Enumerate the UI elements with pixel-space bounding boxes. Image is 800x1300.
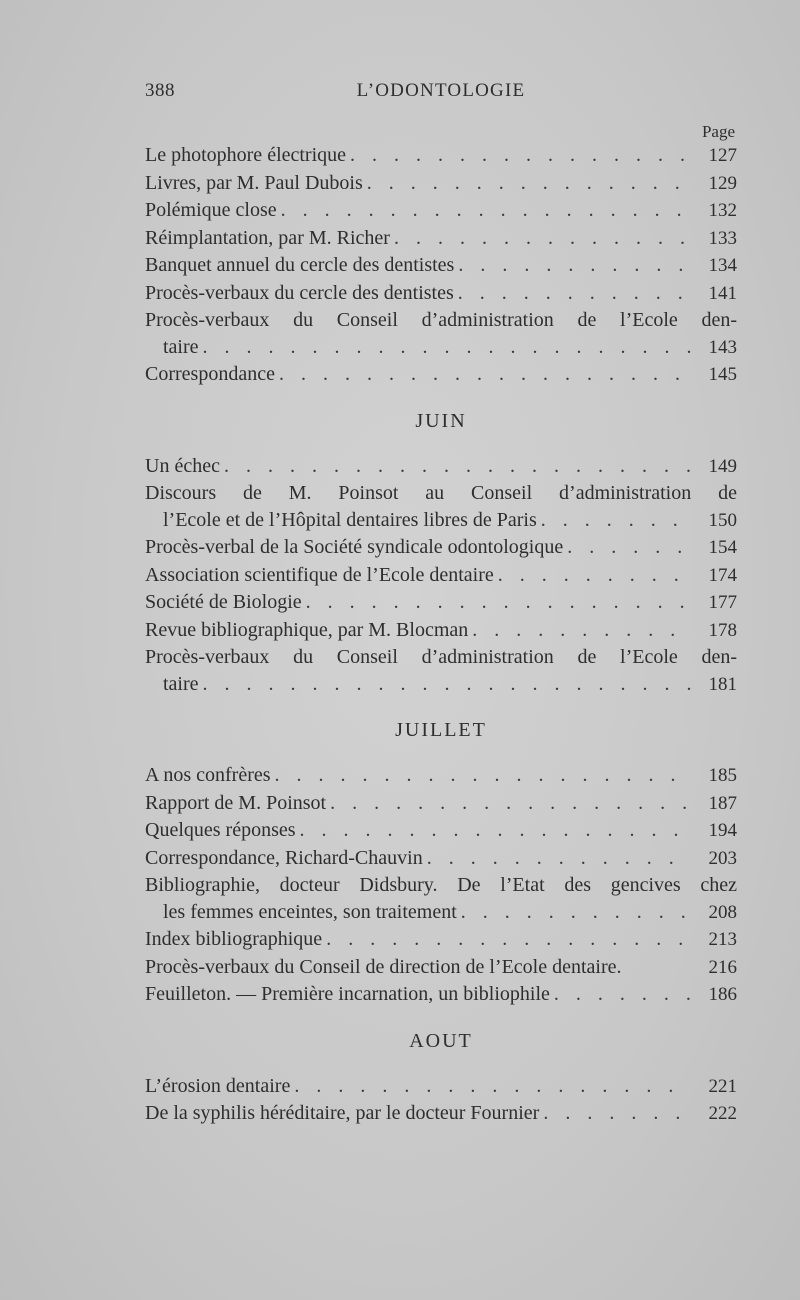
dot-leader xyxy=(363,170,691,197)
dot-leader xyxy=(290,1073,691,1100)
toc-entry xyxy=(145,589,737,617)
toc-entry xyxy=(145,197,737,225)
section-heading: JUIN xyxy=(415,409,467,432)
toc-entry xyxy=(145,671,737,699)
toc-entry-multiline xyxy=(145,644,737,698)
toc-entry xyxy=(145,790,737,818)
toc-entry-multiline xyxy=(145,872,737,926)
entry-title: Polémique close xyxy=(145,199,277,221)
toc-entry xyxy=(145,225,737,253)
entry-page-number: 129 xyxy=(708,172,737,194)
entry-page-number: 174 xyxy=(708,564,737,586)
entry-page-number: 185 xyxy=(708,765,737,786)
toc-entry xyxy=(145,453,737,481)
dot-leader xyxy=(390,225,691,252)
entry-title: Revue bibliographique, par M. Blocman xyxy=(145,618,469,641)
toc-entry xyxy=(145,981,737,1009)
page-number: 388 xyxy=(145,80,175,101)
dot-leader xyxy=(277,197,691,224)
page-header xyxy=(145,80,737,110)
entry-title-line: Procès-verbaux du Conseil d’administration de l’Ecole den- xyxy=(145,646,737,668)
dot-leader xyxy=(454,280,691,307)
entry-title-line: Procès-verbaux du Conseil d’administration de l’Ecole den- xyxy=(145,309,737,331)
entry-title: Réimplantation, par M. Richer xyxy=(145,226,390,249)
running-title: L’ODONTOLOGIE xyxy=(356,80,526,101)
dot-leader xyxy=(346,142,691,169)
toc-entry xyxy=(145,817,737,845)
entry-page-number: 154 xyxy=(708,537,737,558)
entry-page-number: 213 xyxy=(708,929,737,950)
entry-title: Procès-verbaux du Conseil de direction de l’Ecole dentaire. xyxy=(145,955,622,978)
entry-page-number: 194 xyxy=(708,820,737,841)
entry-page-number: 177 xyxy=(708,592,737,613)
toc-entry xyxy=(145,954,737,982)
toc-entry xyxy=(145,899,737,927)
toc-entry xyxy=(145,617,737,645)
section-heading: AOUT xyxy=(409,1029,473,1052)
dot-leader xyxy=(296,817,691,844)
entry-title: Procès-verbaux du cercle des dentistes xyxy=(145,281,454,304)
toc-entry xyxy=(145,361,737,389)
entry-page-number: 134 xyxy=(708,255,737,276)
toc-entry xyxy=(145,534,737,562)
dot-leader xyxy=(537,507,691,534)
toc-entry xyxy=(145,845,737,873)
dot-leader xyxy=(322,926,691,953)
entry-page-number: 203 xyxy=(708,847,737,869)
entry-page-number: 133 xyxy=(708,227,737,249)
dot-leader xyxy=(199,334,691,361)
entry-title: Le photophore électrique xyxy=(145,144,347,166)
toc-entry xyxy=(145,762,737,790)
entry-title: l’Ecole et de l’Hôpital dentaires libres de Paris xyxy=(163,508,537,531)
entry-page-number: 181 xyxy=(708,673,737,695)
entry-title: Livres, par M. Paul Dubois xyxy=(145,171,363,194)
dot-leader xyxy=(302,589,691,616)
toc-entry xyxy=(145,1073,737,1101)
dot-leader xyxy=(275,361,691,388)
toc-entry-multiline xyxy=(145,480,737,534)
entry-page-number: 141 xyxy=(708,282,737,304)
dot-leader xyxy=(454,252,691,279)
toc-entry xyxy=(145,280,737,308)
entry-title: Correspondance xyxy=(145,363,275,385)
toc-entry xyxy=(145,562,737,590)
entry-page-number: 208 xyxy=(708,901,737,923)
dot-leader xyxy=(468,617,691,644)
table-of-contents xyxy=(145,122,737,1128)
dot-leader xyxy=(563,534,691,561)
entry-page-number: 149 xyxy=(708,455,737,477)
entry-title: Banquet annuel du cercle des dentistes xyxy=(145,254,455,276)
toc-entry xyxy=(145,926,737,954)
toc-entry xyxy=(145,1100,737,1128)
entry-title: Procès-verbal de la Société syndicale odontologique xyxy=(145,536,564,558)
entry-page-number: 143 xyxy=(708,336,737,358)
toc-entry-multiline xyxy=(145,307,737,361)
entry-title: taire xyxy=(163,672,199,695)
dot-leader xyxy=(199,671,691,698)
entry-title: Correspondance, Richard-Chauvin xyxy=(145,846,423,869)
dot-leader xyxy=(326,790,691,817)
toc-entry xyxy=(145,252,737,280)
entry-page-number: 132 xyxy=(708,200,737,221)
dot-leader xyxy=(220,453,691,480)
entry-title: Quelques réponses xyxy=(145,819,296,841)
dot-leader xyxy=(423,845,691,872)
entry-title: taire xyxy=(163,335,199,358)
entry-title: Rapport de M. Poinsot xyxy=(145,791,327,814)
entry-title: les femmes enceintes, son traitement xyxy=(163,900,457,923)
entry-page-number: 150 xyxy=(708,509,737,531)
entry-title: L’érosion dentaire xyxy=(145,1074,291,1097)
entry-page-number: 187 xyxy=(708,792,737,814)
entry-title: Index bibliographique xyxy=(145,928,323,950)
toc-entry xyxy=(145,334,737,362)
entry-title: Un échec xyxy=(145,454,220,477)
entry-page-number: 145 xyxy=(708,364,737,385)
page-column-label: Page xyxy=(701,122,735,141)
section-heading: JUILLET xyxy=(395,719,487,741)
entry-page-number: 222 xyxy=(708,1103,737,1124)
entry-page-number: 216 xyxy=(708,956,737,978)
toc-entry xyxy=(145,170,737,198)
entry-page-number: 221 xyxy=(708,1075,737,1097)
dot-leader xyxy=(271,762,691,789)
entry-title: Société de Biologie xyxy=(145,591,302,613)
entry-title: Association scientifique de l’Ecole dentaire xyxy=(145,563,494,586)
entry-title: De la syphilis héréditaire, par le docteur Fournier xyxy=(145,1102,540,1124)
dot-leader xyxy=(539,1100,691,1127)
entry-title: A nos confrères xyxy=(145,764,271,786)
entry-page-number: 186 xyxy=(708,984,737,1005)
entry-title-line: Discours de M. Poinsot au Conseil d’administration de xyxy=(145,482,737,504)
toc-entry xyxy=(145,142,737,170)
dot-leader xyxy=(550,981,691,1008)
entry-page-number: 178 xyxy=(708,619,737,641)
entry-page-number: 127 xyxy=(708,145,737,166)
dot-leader xyxy=(494,562,691,589)
dot-leader xyxy=(457,899,691,926)
entry-title-line: Bibliographie, docteur Didsbury. De l’Etat des gencives chez xyxy=(145,874,737,896)
entry-title: Feuilleton. — Première incarnation, un bibliophile xyxy=(145,983,550,1005)
toc-entry xyxy=(145,507,737,535)
